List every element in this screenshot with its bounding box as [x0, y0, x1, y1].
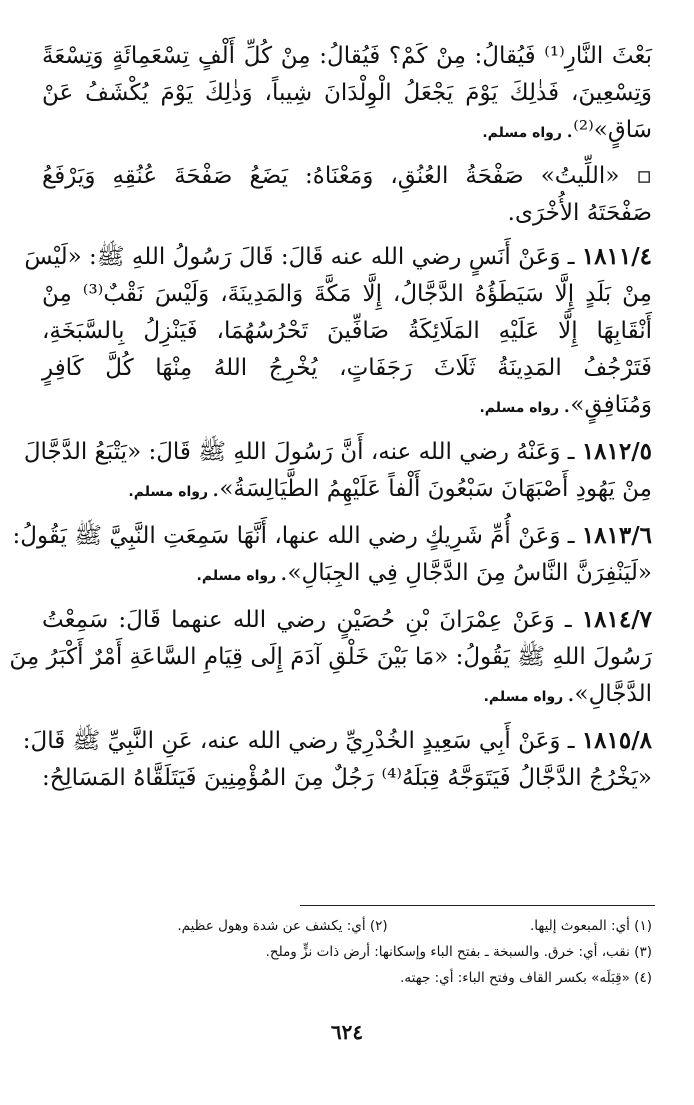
- hadith-1812: [23, 433, 652, 511]
- text-line: [42, 112, 652, 152]
- footnote-4: (٤) «قِبَلَه» بكسر القاف وفتح الباء: أي: جهته.: [400, 970, 652, 986]
- source-note: رواه مسلم.: [479, 400, 560, 416]
- hadith-1813: [12, 517, 652, 595]
- footnotes: [42, 913, 652, 991]
- text-line: [42, 471, 652, 511]
- hadith-1811: [24, 238, 652, 427]
- hadith-1815: [22, 722, 652, 797]
- text-fragment: وَمُنَافِقٍ».: [563, 392, 652, 418]
- hadith-number: ١٨١٢/٥: [581, 438, 652, 465]
- footnote-2: (٢) أي: يكشف عن شدة وهول عظيم.: [177, 918, 388, 934]
- footnote-1: (١) أي: المبعوث إليها.: [529, 918, 652, 934]
- source-note: رواه مسلم.: [482, 125, 562, 141]
- text-line: [23, 433, 652, 471]
- text-fragment: سَاقٍ»⁽²⁾.: [565, 117, 652, 143]
- text-fragment: ـ وَعَنْ أَبِي سَعِيدٍ الخُدْرِيِّ رضي الله عنه، عَنِ النَّبِيِّ ﷺ قَالَ:: [22, 728, 575, 754]
- text-line: وَتِسْعِينَ، فَذٰلِكَ يَوْمَ يَجْعَلُ الْوِلْدَانَ شِيباً، وَذٰلِكَ يَوْمَ يُكْشَفُ عَنْ: [42, 80, 652, 106]
- explanation-note: [42, 158, 652, 232]
- footnote-3: (٣) نقب، أي: خرق. والسبخة ـ بفتح الباء وإسكانها: أرض ذات نزٍّ وملح.: [265, 944, 652, 960]
- hadith-continuation: [42, 38, 652, 152]
- text-line: فَتَرْجُفُ المَدِينَةُ ثَلَاثَ رَجَفَاتٍ، يُخْرِجُ اللهُ مِنْهَا كُلَّ كَافِرٍ: [42, 355, 652, 381]
- source-note: رواه مسلم.: [196, 568, 277, 584]
- footnote-row: [42, 913, 652, 939]
- source-note: رواه مسلم.: [483, 689, 564, 705]
- text-fragment: «لَيَنْفِرَنَّ النَّاسُ مِنَ الدَّجَّالِ فِي الجِبَالِ».: [280, 560, 652, 586]
- text-line: [42, 555, 652, 595]
- text-fragment: ـ وَعَنْهُ رضي الله عنه، أَنَّ رَسُولَ اللهِ ﷺ قَالَ: «يَتْبَعُ الدَّجَّالَ: [23, 439, 575, 465]
- text-line: [42, 676, 652, 716]
- text-fragment: ـ وَعَنْ أَنَسٍ رضي الله عنه قَالَ: قَالَ رَسُولُ اللهِ ﷺ: «لَيْسَ: [24, 244, 575, 270]
- text-line: «يَخْرُجُ الدَّجَّالُ فَيَتَوَجَّهُ قِبَلَهُ⁽⁴⁾ رَجُلٌ مِنَ المُؤْمِنِينَ فَيَتَلَقَّاهُ المَسَالِحُ:: [42, 765, 652, 791]
- text-line: مِنْ بَلَدٍ إِلَّا سَيَطَؤُهُ الدَّجَّالُ، إِلَّا مَكَّةَ وَالمَدِينَةَ، وَلَيْسَ نَقْبٌ⁽³⁾ مِنْ: [42, 281, 652, 307]
- text-line: صَفْحَتَهُ الأُخْرَى.: [507, 200, 652, 226]
- text-line: بَعْثَ النَّارِ⁽¹⁾ فَيُقالُ: مِنْ كَمْ؟ فَيُقالُ: مِنْ كُلِّ أَلْفٍ تِسْعَمِائَةٍ وَتِسْعَةً: [42, 43, 652, 69]
- text-line: ▫ «اللِّيتُ» صَفْحَةُ العُنُقِ، وَمَعْنَاهُ: يَضَعُ صَفْحَةَ عُنُقِهِ وَيَرْفَعُ: [42, 163, 652, 189]
- text-fragment: الدَّجَّالِ».: [567, 681, 652, 707]
- text-line: [42, 387, 652, 427]
- text-line: [42, 601, 652, 639]
- hadith-number: ١٨١١/٤: [581, 243, 652, 270]
- footnote-divider: [300, 905, 655, 906]
- hadith-number: ١٨١٤/٧: [581, 606, 652, 633]
- page-number: ٦٢٤: [330, 1020, 364, 1044]
- text-fragment: ـ وَعَنْ أُمِّ شَرِيكٍ رضي الله عنها، أَنَّهَا سَمِعَتِ النَّبِيَّ ﷺ يَقُولُ:: [12, 523, 575, 549]
- source-note: رواه مسلم.: [128, 484, 209, 500]
- text-line: رَسُولَ اللهِ ﷺ يَقُولُ: «مَا بَيْنَ خَلْقِ آدَمَ إِلَى قِيَامِ السَّاعَةِ أَمْرٌ أَكْبَرُ مِنَ: [9, 644, 652, 670]
- hadith-number: ١٨١٣/٦: [581, 522, 652, 549]
- text-fragment: مِنْ يَهُودِ أَصْبَهَانَ سَبْعُونَ أَلْفاً عَلَيْهِمُ الطَّيَالِسَةُ».: [212, 476, 652, 502]
- text-line: [24, 238, 652, 276]
- hadith-1814: [9, 601, 652, 716]
- text-fragment: ـ وَعَنْ عِمْرَانَ بْنِ حُصَيْنٍ رضي الله عنهما قَالَ: سَمِعْتُ: [42, 607, 572, 633]
- text-line: [12, 517, 652, 555]
- text-line: أَنْقَابِهَا إِلَّا عَلَيْهِ المَلَائِكَةُ صَافِّينَ تَحْرُسُهُمَا، فَيَنْزِلُ بِالسَّبَخَةِ،: [42, 318, 652, 344]
- text-line: [22, 722, 652, 760]
- hadith-number: ١٨١٥/٨: [581, 727, 652, 754]
